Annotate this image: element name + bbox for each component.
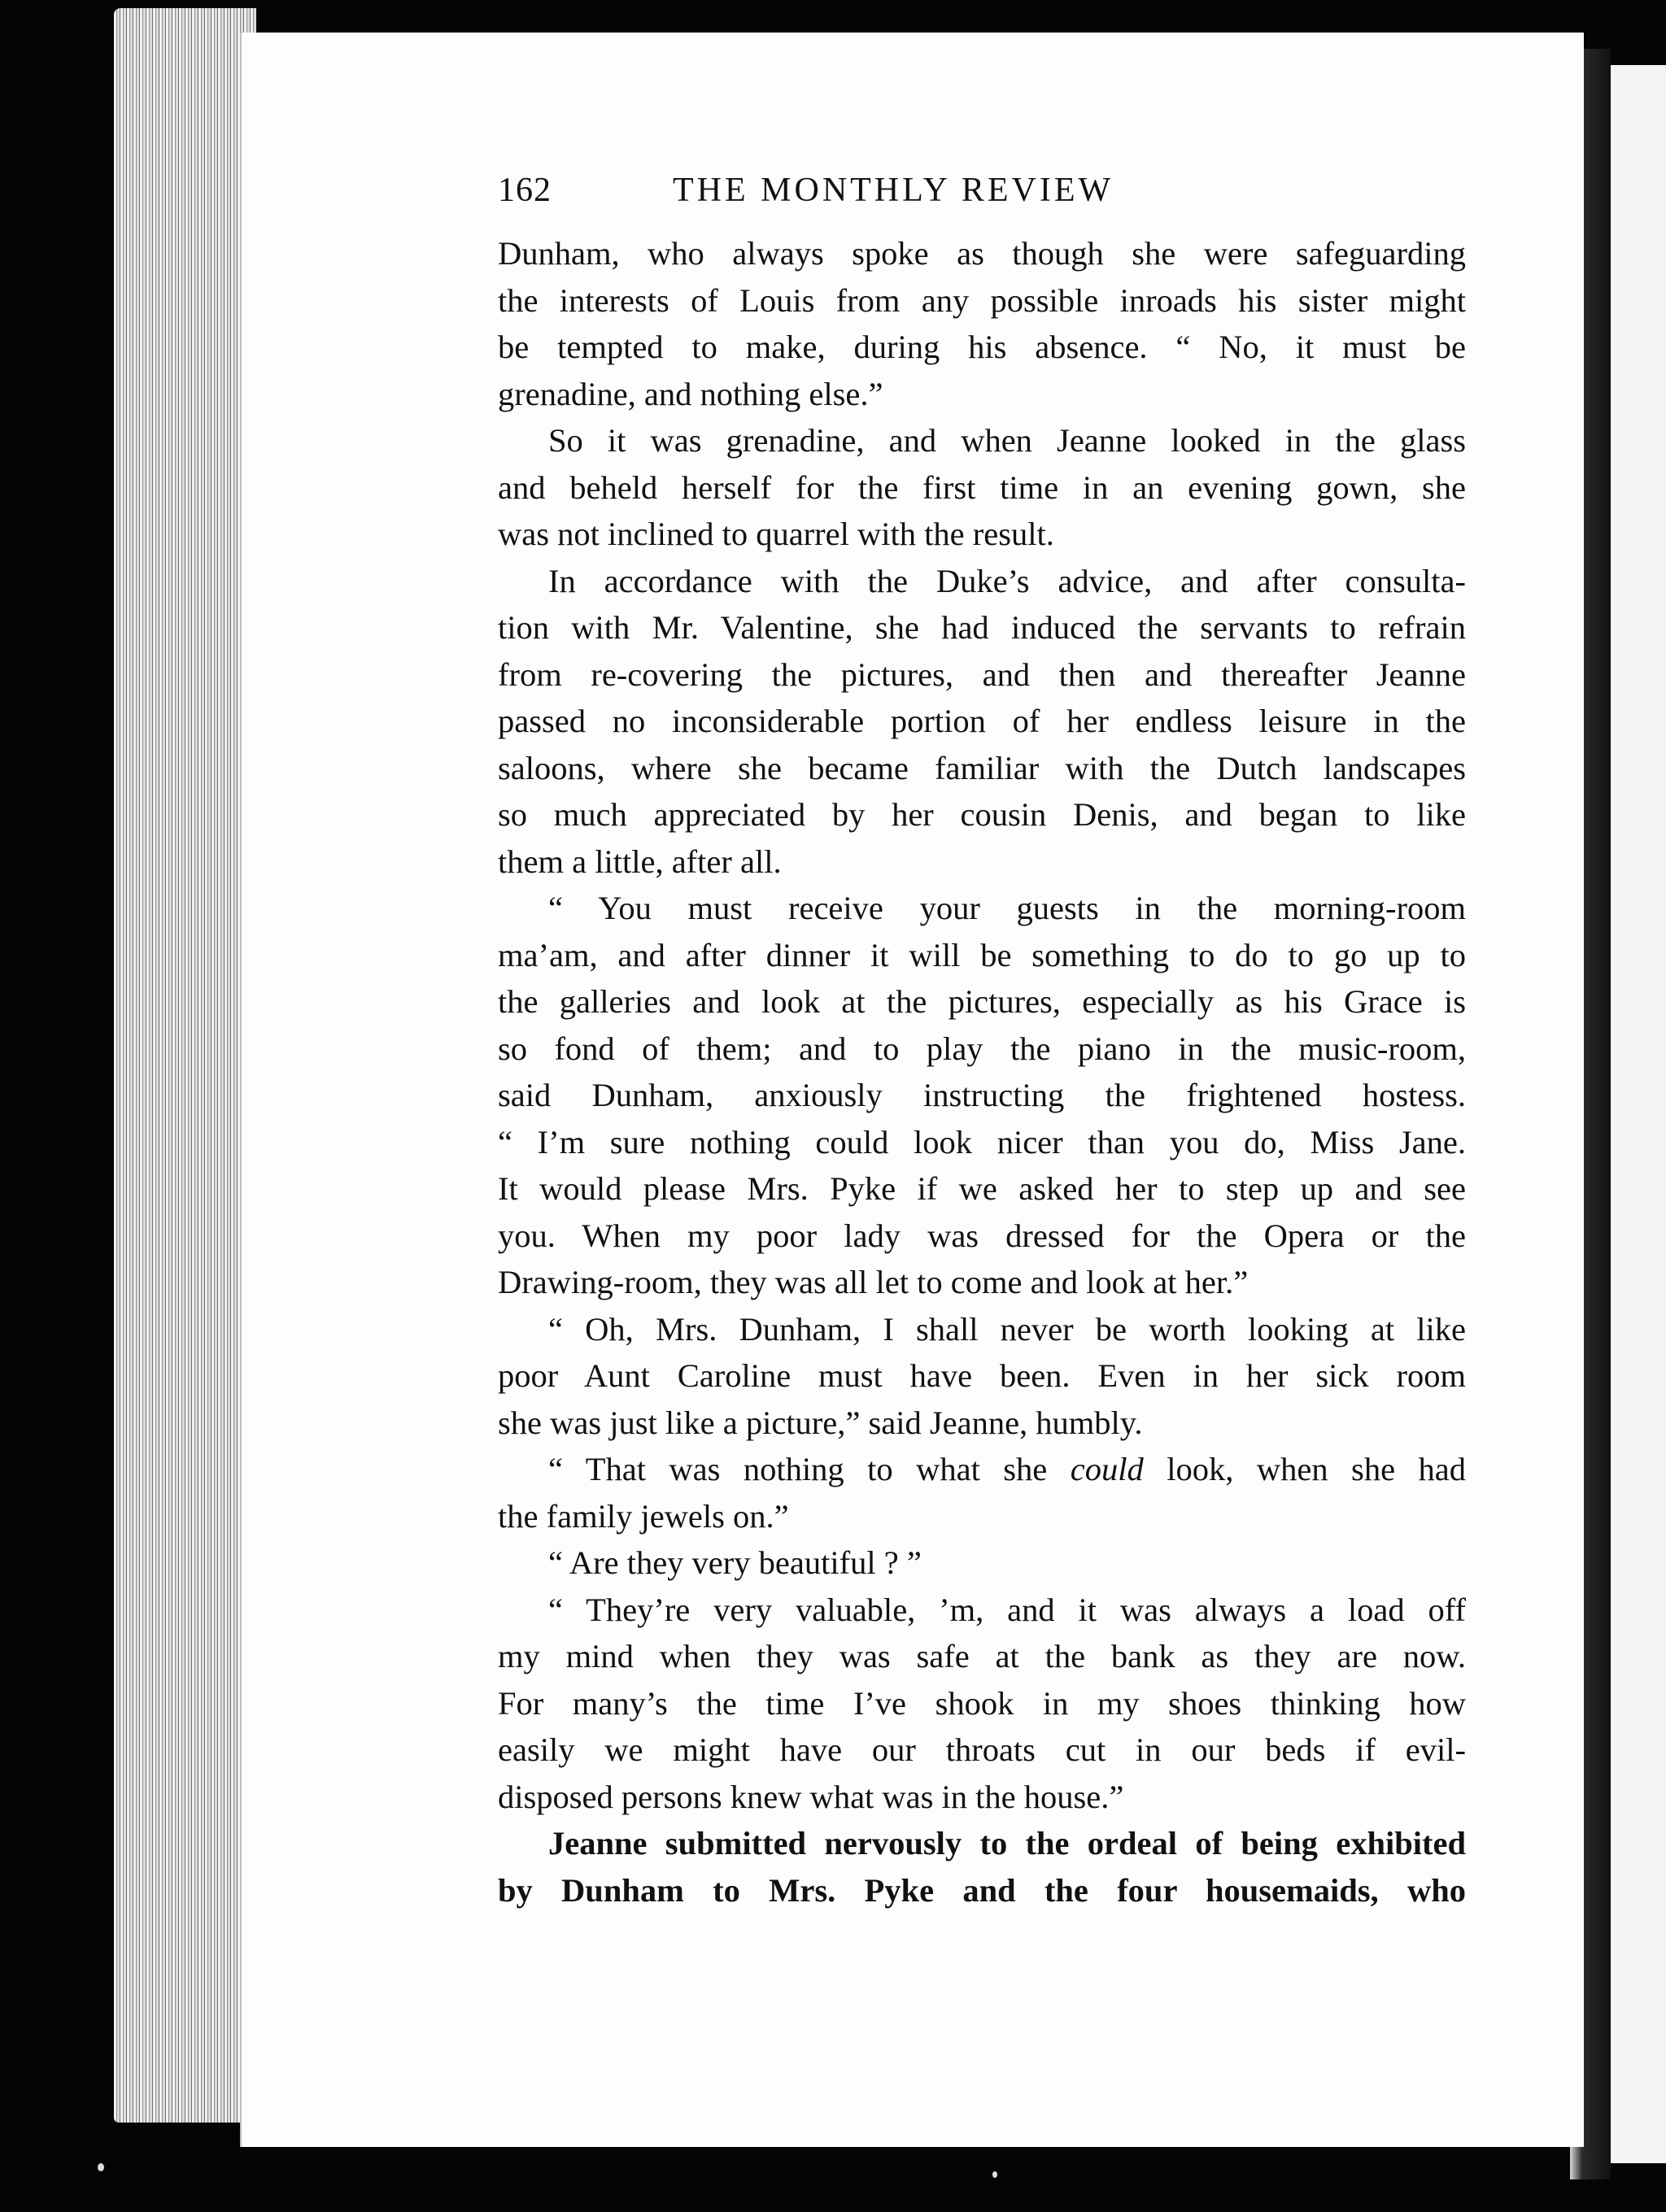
italic-word: could [1070, 1451, 1144, 1487]
dust-speck [992, 2171, 997, 2178]
text-line: grenadine, and nothing else.” [498, 375, 883, 412]
text-line-segment: “ That was nothing to what she [548, 1451, 1048, 1487]
text-line: ma’am, and after dinner it will be something to do to go up to [498, 936, 1466, 973]
facing-page-edge [1607, 65, 1666, 2163]
text-line: In accordance with the Duke’s advice, and after consulta- [548, 562, 1466, 599]
text-line: disposed persons knew what was in the house.” [498, 1778, 1124, 1815]
text-line: “ They’re very valuable, ’m, and it was always a load off [548, 1591, 1466, 1628]
text-line: them a little, after all. [498, 843, 782, 880]
text-line: she was just like a picture,” said Jeanne, humbly. [498, 1404, 1143, 1441]
text-line: was not inclined to quarrel with the result. [498, 516, 1054, 552]
text-line: Jeanne submitted nervously to the ordeal of being exhibited [548, 1825, 1466, 1861]
text-line: be tempted to make, during his absence. “ No, it must be [498, 329, 1466, 365]
text-line: saloons, where she became familiar with the Dutch landscapes [498, 749, 1466, 786]
text-line: Drawing-room, they was all let to come and look at her.” [498, 1264, 1249, 1300]
page-header [498, 171, 1474, 228]
text-line: “ Are they very beautiful ? ” [548, 1544, 922, 1581]
text-line: tion with Mr. Valentine, she had induced the servants to refrain [498, 609, 1466, 646]
text-line: poor Aunt Caroline must have been. Even in her sick room [498, 1357, 1466, 1394]
text-line: from re-covering the pictures, and then and thereafter Jeanne [498, 655, 1466, 693]
text-line: For many’s the time I’ve shook in my shoes thinking how [498, 1684, 1466, 1722]
text-line: so much appreciated by her cousin Denis, and began to like [498, 796, 1466, 833]
text-line: you. When my poor lady was dressed for the Opera or the [498, 1217, 1466, 1254]
text-line: my mind when they was safe at the bank as they are now. [498, 1638, 1466, 1674]
text-line: easily we might have our throats cut in our beds if evil- [498, 1731, 1466, 1768]
text-line-segment: look, when she had [1143, 1451, 1466, 1487]
text-line: “ Oh, Mrs. Dunham, I shall never be worth looking at like [548, 1310, 1466, 1348]
text-line: “ You must receive your guests in the morning-room [548, 890, 1466, 926]
text-line: the galleries and look at the pictures, especially as his Grace is [498, 983, 1466, 1020]
text-line [498, 1446, 1466, 1493]
text-line: by Dunham to Mrs. Pyke and the four housemaids, who [498, 1871, 1466, 1909]
body-text [498, 230, 1466, 1914]
running-title: THE MONTHLY REVIEW [673, 172, 1114, 209]
text-line: so fond of them; and to play the piano in the music-room, [498, 1030, 1466, 1067]
page-number: 162 [498, 172, 552, 209]
text-line: “ I’m sure nothing could look nicer than you do, Miss Jane. [498, 1123, 1466, 1160]
text-line: passed no inconsiderable portion of her endless leisure in the [498, 703, 1466, 739]
book-page-edges [114, 8, 256, 2123]
text-line: Dunham, who always spoke as though she were safeguarding [498, 235, 1466, 272]
text-line: and beheld herself for the first time in an evening gown, she [498, 468, 1466, 506]
text-line: So it was grenadine, and when Jeanne looked in the glass [548, 422, 1466, 459]
text-line: the family jewels on.” [498, 1497, 789, 1535]
text-line: said Dunham, anxiously instructing the frightened hostess. [498, 1077, 1466, 1113]
text-line: the interests of Louis from any possible inroads his sister might [498, 281, 1466, 319]
dust-speck [98, 2163, 104, 2171]
text-line: It would please Mrs. Pyke if we asked her to step up and see [498, 1170, 1466, 1207]
